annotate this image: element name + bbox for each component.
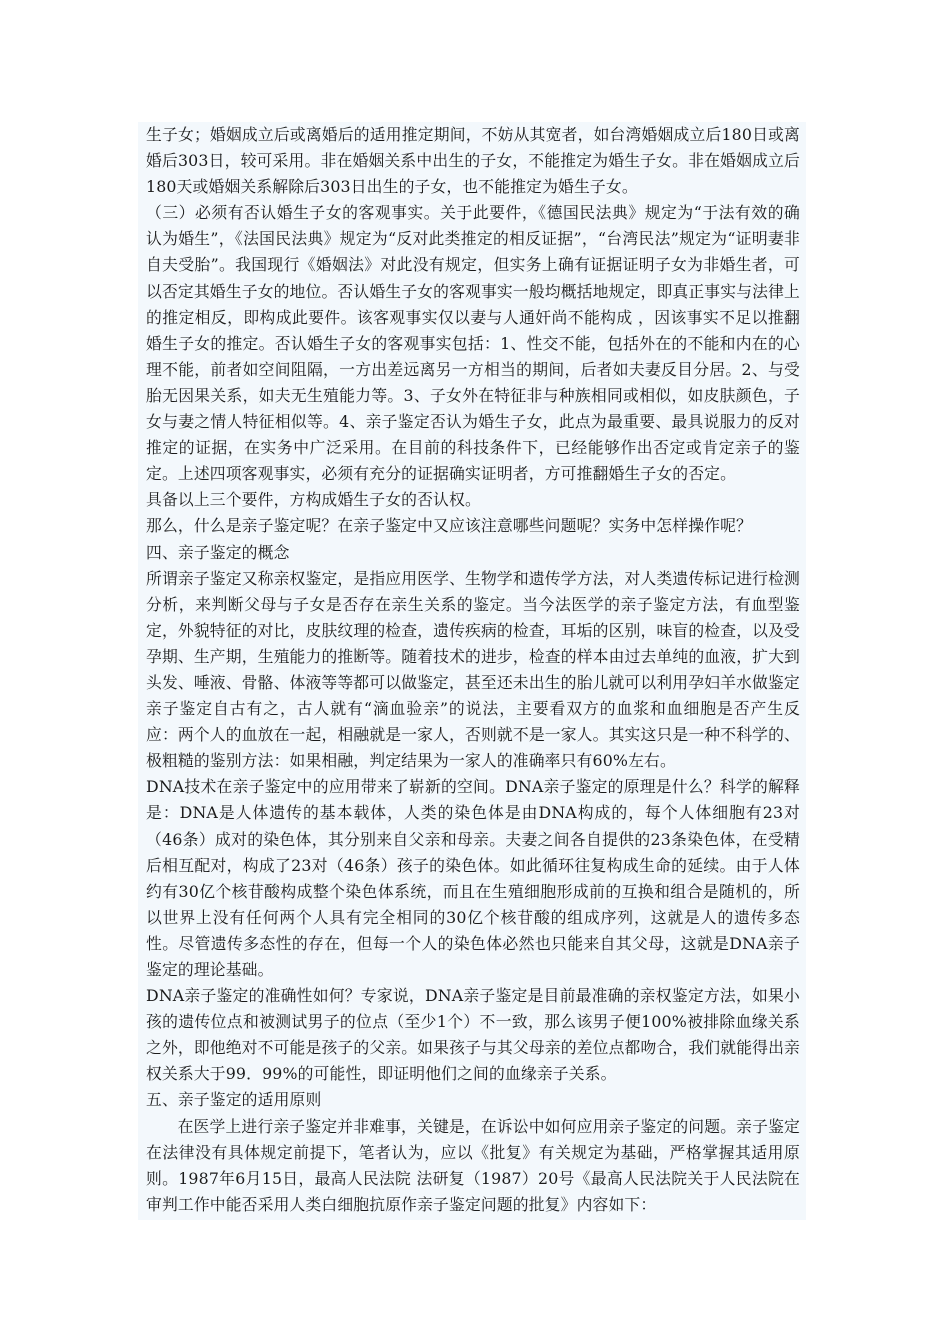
paragraph-definition: 所谓亲子鉴定又称亲权鉴定，是指应用医学、生物学和遗传学方法，对人类遗传标记进行检测分析，来判断父母与子女是否存在亲生关系的鉴定。当今法医学的亲子鉴定方法，有血型鉴定，外貌特征的对比，皮肤纹理的检查，遗传疾病的检查，耳垢的区别，味盲的检查，以及受孕期、生产期，生殖能力的推断等。随着技术的进步，检查的样本由过去单纯的血液，扩大到头发、唾液、骨骼、体液等等都可以做鉴定，甚至还未出生的胎儿就可以利用孕妇羊水做鉴定 [146,568,800,692]
paragraph-history: 亲子鉴定自古有之，古人就有“滴血验亲”的说法，主要看双方的血浆和血细胞是否产生反应：两个人的血放在一起，相融就是一家人，否则就不是一家人。其实这只是一种不科学的、极粗糙的鉴别方法：如果相融，判定结果为一家人的准确率只有60%左右。 [146,699,800,771]
paragraph-three-elements: 具备以上三个要件，方构成婚生子女的否认权。 [146,490,481,510]
section-heading-concept: 四、亲子鉴定的概念 [146,542,290,562]
paragraph-dna-principle: DNA技术在亲子鉴定中的应用带来了崭新的空间。DNA亲子鉴定的原理是什么？科学的解释是：DNA是人体遗传的基本载体，人类的染色体是由DNA构成的，每个人体细胞有23对（46条）成对的染色体，其分别来自父亲和母亲。夫妻之间各自提供的23条染色体，在受精后相互配对，构成了23对（46条）孩子的染色体。如此循环往复构成生命的延续。由于人体约有30亿个核苷酸构成整个染色体系统，而且在生殖细胞形成前的互换和组合是随机的，所以世界上没有任何两个人具有完全相同的30亿个核苷酸的组成序列，这就是人的遗传多态性。尽管遗传多态性的存在，但每一个人的染色体必然也只能来自其父母，这就是DNA亲子鉴定的理论基础。 [146,777,800,979]
paragraph-presumption-period: 生子女；婚姻成立后或离婚后的适用推定期间，不妨从其宽者，如台湾婚姻成立后180日或离婚后303日，较可采用。非在婚姻关系中出生的子女，不能推定为婚生子女。非在婚姻成立后180天或婚姻关系解除后303日出生的子女，也不能推定为婚生子女。 [146,125,800,197]
section-heading-principles: 五、亲子鉴定的适用原则 [146,1090,322,1110]
paragraph-objective-facts: （三）必须有否认婚生子女的客观事实。关于此要件，《德国民法典》规定为“于法有效的确认为婚生”，《法国民法典》规定为“反对此类推定的相反证据”，“台湾民法”规定为“证明妻非自夫受胎”。我国现行《婚姻法》对此没有规定，但实务上确有证据证明子女为非婚生者，可以否定其婚生子女的地位。否认婚生子女的客观事实一般均概括地规定，即真正事实与法律上的推定相反，即构成此要件。该客观事实仅以妻与人通奸尚不能构成 ，因该事实不足以推翻婚生子女的推定。否认婚生子女的客观事实包括：1、性交不能，包括外在的不能和内在的心理不能，前者如空间阻隔，一方出差远离另一方相当的期间，后者如夫妻反目分居。2、与受胎无因果关系，如夫无生殖能力等。3、子女外在特征非与种族相同或相似，如皮肤颜色，子女与妻之情人特征相似等。4、亲子鉴定否认为婚生子女，此点为最重要、最具说服力的反对推定的证据，在实务中广泛采用。在目前的科技条件下，已经能够作出否定或肯定亲子的鉴定。上述四项客观事实，必须有充分的证据确实证明者，方可推翻婚生子女的否定。 [146,203,800,484]
paragraph-questions: 那么，什么是亲子鉴定呢？在亲子鉴定中又应该注意哪些问题呢？实务中怎样操作呢？ [146,516,752,536]
paragraph-application: 在医学上进行亲子鉴定并非难事，关键是，在诉讼中如何应用亲子鉴定的问题。亲子鉴定在法律没有具体规定前提下，笔者认为，应以《批复》有关规定为基础，严格掌握其适用原则。1987年6月15日，最高人民法院 法研复（1987）20号《最高人民法院关于人民法院在审判工作中能否采用人类白细胞抗原作亲子鉴定问题的批复》内容如下： [146,1116,800,1214]
paragraph-dna-accuracy: DNA亲子鉴定的准确性如何？专家说，DNA亲子鉴定是目前最准确的亲权鉴定方法，如果小孩的遗传位点和被测试男子的位点（至少1个）不一致，那么该男子便100%被排除血缘关系之外，即他绝对不可能是孩子的父亲。如果孩子与其父母亲的差位点都吻合，我们就能得出亲权关系大于99．99%的可能性，即证明他们之间的血缘亲子关系。 [146,986,800,1084]
text-body [138,122,806,1220]
